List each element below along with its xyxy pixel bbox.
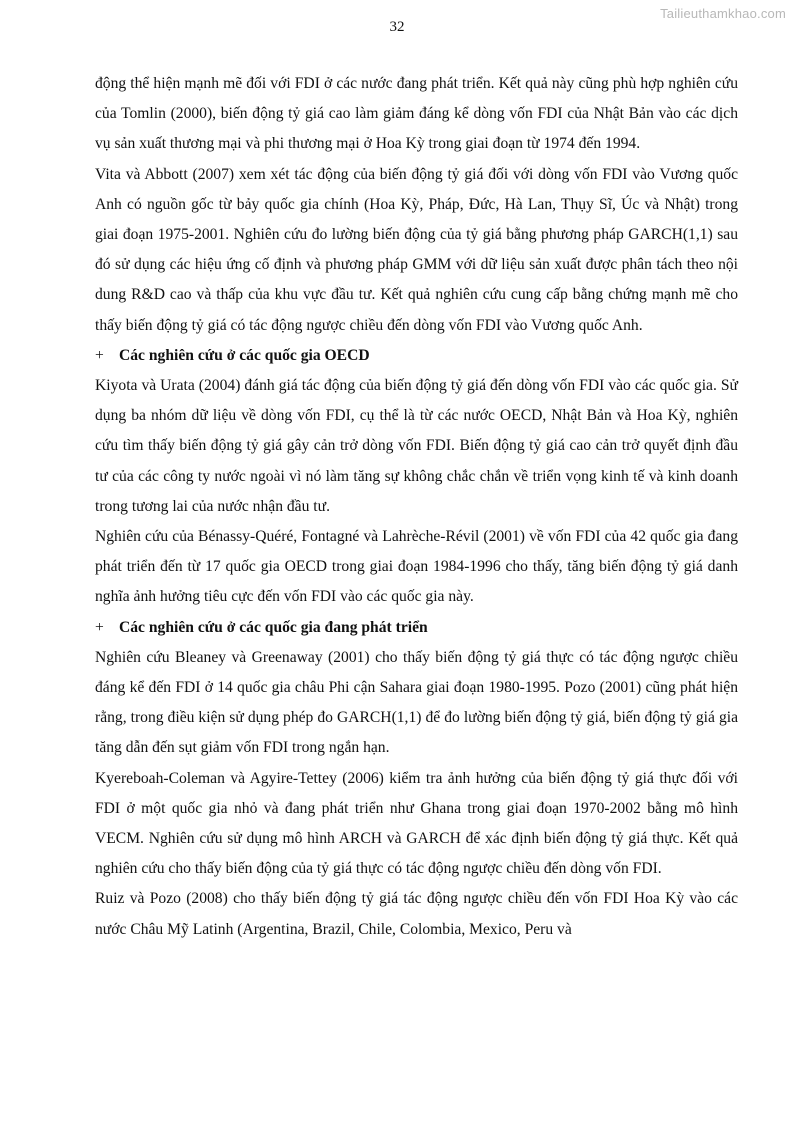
section-heading-text: Các nghiên cứu ở các quốc gia đang phát triển (119, 618, 428, 636)
section-heading-text: Các nghiên cứu ở các quốc gia OECD (119, 346, 370, 364)
paragraph-ruiz-pozo: Ruiz và Pozo (2008) cho thấy biến động tỷ giá tác động ngược chiều đến vốn FDI Hoa Kỳ vào các nước Châu Mỹ Latinh (Argentina, Brazil, Chile, Colombia, Mexico, Peru và (95, 890, 738, 938)
section-heading-developing (95, 613, 738, 643)
paragraph-benassy-quere: Nghiên cứu của Bénassy-Quéré, Fontagné và Lahrèche-Révil (2001) về vốn FDI của 42 quốc gia đang phát triển đến từ 17 quốc gia OECD trong giai đoạn 1984-1996 cho thấy, tăng biến động tỷ giá danh nghĩa ảnh hưởng tiêu cực đến vốn FDI vào các quốc gia này. (95, 528, 738, 606)
paragraph-vita-abbott: Vita và Abbott (2007) xem xét tác động của biến động tỷ giá đối với dòng vốn FDI vào Vương quốc Anh có nguồn gốc từ bảy quốc gia chính (Hoa Kỳ, Pháp, Đức, Hà Lan, Thụy Sĩ, Úc và Nhật) trong giai đoạn 1975-2001. Nghiên cứu đo lường biến động của tỷ giá bằng phương pháp GARCH(1,1) sau đó sử dụng các hiệu ứng cố định và phương pháp GMM với dữ liệu sản xuất được phân tách theo nội dung R&D cao và thấp của khu vực đầu tư. Kết quả nghiên cứu cung cấp bằng chứng mạnh mẽ cho thấy biến động tỷ giá có tác động ngược chiều đến dòng vốn FDI vào Vương quốc Anh. (95, 165, 738, 334)
document-body (95, 69, 738, 945)
paragraph-kyereboah-coleman: Kyereboah-Coleman và Agyire-Tettey (2006) kiểm tra ảnh hưởng của biến động tỷ giá thực đối với FDI ở một quốc gia nhỏ và đang phát triển như Ghana trong giai đoạn 1970-2002 bằng mô hình VECM. Nghiên cứu sử dụng mô hình ARCH và GARCH để xác định biến động tỷ giá thực. Kết quả nghiên cứu cho thấy biến động của tỷ giá thực có tác động ngược chiều đến dòng vốn FDI. (95, 769, 738, 878)
watermark: Tailieuthamkhao.com (660, 6, 786, 21)
page-number: 32 (389, 19, 405, 35)
bullet-marker: + (95, 346, 104, 364)
paragraph-tomlin: động thể hiện mạnh mẽ đối với FDI ở các nước đang phát triển. Kết quả này cũng phù hợp nghiên cứu của Tomlin (2000), biến động tỷ giá cao làm giảm đáng kể dòng vốn FDI của Nhật Bản vào các dịch vụ sản xuất thương mại và phi thương mại ở Hoa Kỳ trong giai đoạn từ 1974 đến 1994. (95, 75, 738, 153)
bullet-marker: + (95, 618, 104, 636)
paragraph-bleaney-greenaway: Nghiên cứu Bleaney và Greenaway (2001) cho thấy biến động tỷ giá thực có tác động ngược chiều đáng kể đến FDI ở 14 quốc gia châu Phi cận Sahara giai đoạn 1980-1995. Pozo (2001) cũng phát hiện rằng, trong điều kiện sử dụng phép đo GARCH(1,1) để đo lường biến động tỷ giá, biến động tỷ giá gia tăng dẫn đến sụt giảm vốn FDI trong ngắn hạn. (95, 648, 738, 757)
paragraph-kiyota-urata: Kiyota và Urata (2004) đánh giá tác động của biến động tỷ giá đến dòng vốn FDI vào các quốc gia. Sử dụng ba nhóm dữ liệu về dòng vốn FDI, cụ thể là từ các nước OECD, Nhật Bản và Hoa Kỳ, nghiên cứu tìm thấy biến động tỷ giá gây cản trở dòng vốn FDI. Biến động tỷ giá cao cản trở quyết định đầu tư của các công ty nước ngoài vì nó làm tăng sự không chắc chắn về triển vọng kinh tế và kinh doanh trong tương lai của nước nhận đầu tư. (95, 377, 738, 515)
section-heading-oecd (95, 341, 738, 371)
